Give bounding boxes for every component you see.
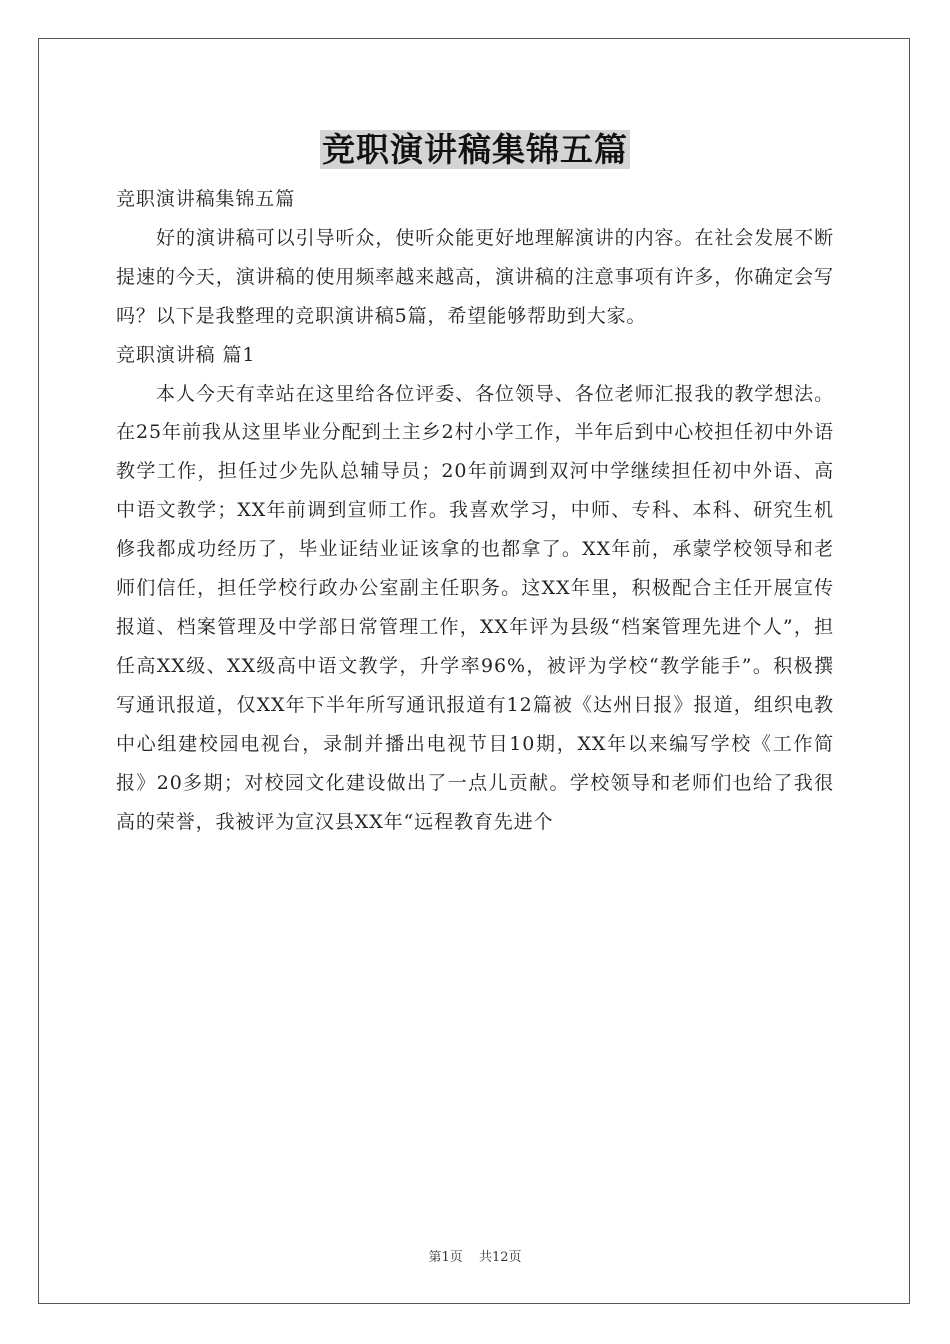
document-title-block xyxy=(0,124,950,171)
document-title: 竞职演讲稿集锦五篇 xyxy=(322,130,628,169)
document-body xyxy=(116,180,834,841)
subtitle-paragraph: 竞职演讲稿集锦五篇 xyxy=(116,188,296,210)
page-total: 共12页 xyxy=(478,1250,522,1265)
body-paragraph: 本人今天有幸站在这里给各位评委、各位领导、各位老师汇报我的教学想法。在25年前我从这里毕业分配到土主乡2村小学工作，半年后到中心校担任初中外语教学工作，担任过少先队总辅导员；20年前调到双河中学继续担任初中外语、高中语文教学；XX年前调到宣师工作。我喜欢学习，中师、专科、本科、研究生机修我都成功经历了，毕业证结业证该拿的也都拿了。XX年前，承蒙学校领导和老师们信任，担任学校行政办公室副主任职务。这XX年里，积极配合主任开展宣传报道、档案管理及中学部日常管理工作，XX年评为县级“档案管理先进个人”，担任高XX级、XX级高中语文教学，升学率96%，被评为学校“教学能手”。积极撰写通讯报道，仅XX年下半年所写通讯报道有12篇被《达州日报》报道，组织电教中心组建校园电视台，录制并播出电视节目10期，XX年以来编写学校《工作简报》20多期；对校园文化建设做出了一点儿贡献。学校领导和老师们也给了我很高的荣誉，我被评为宣汉县XX年“远程教育先进个 xyxy=(116,382,834,833)
intro-paragraph: 好的演讲稿可以引导听众，使听众能更好地理解演讲的内容。在社会发展不断提速的今天，演讲稿的使用频率越来越高，演讲稿的注意事项有许多，你确定会写吗？以下是我整理的竞职演讲稿5篇，希望能够帮助到大家。 xyxy=(116,226,834,327)
section-heading: 竞职演讲稿 篇1 xyxy=(116,343,256,366)
page-number: 第1页 xyxy=(428,1250,463,1265)
page-footer xyxy=(0,1246,950,1265)
